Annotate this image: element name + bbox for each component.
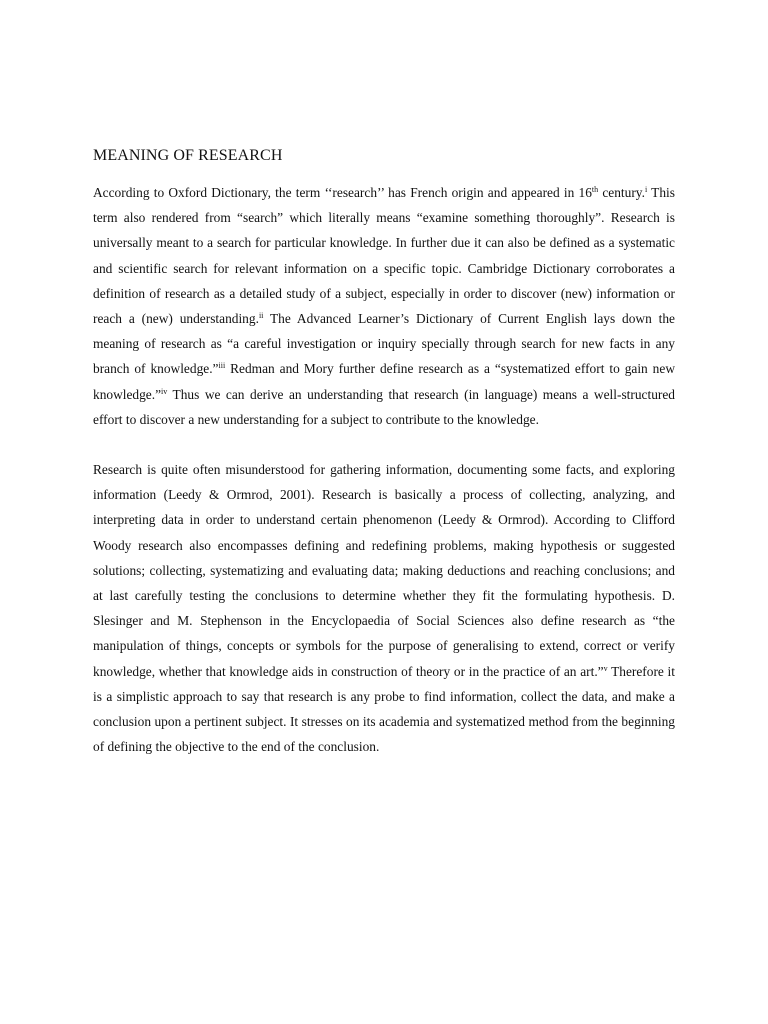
- document-body: [93, 146, 675, 759]
- paragraph-2-text: Therefore it is a simplistic approach to say that research is any probe to find information, collect the data, and make a conclusion upon a pertinent subject. It stresses on its academia and systematized method from the beginning of defining the objective to the end of the conclusion.: [93, 663, 676, 755]
- paragraph-1-text: Redman and Mory further define research as a “systematized effort to gain new knowledge.”: [93, 361, 675, 402]
- section-heading: MEANING OF RESEARCH: [93, 147, 283, 164]
- paragraph-1-text: Thus we can derive an understanding that research (in language) means a well-structured effort to discover a new understanding for a subject to contribute to the knowledge.: [93, 386, 675, 427]
- paragraph-1-text: The Advanced Learner’s Dictionary of Current English lays down the meaning of research as “a careful investigation or inquiry specially through search for new facts in any branch of knowledge.”: [93, 311, 675, 377]
- paragraph-2-text: Research is quite often misunderstood for gathering information, documenting some facts, and exploring information (Leedy & Ormrod, 2001). Research is basically a process of collecting, analyzing, and interpreting data in order to understand certain phenomenon (Leedy & Ormrod). According to Clifford Woody research also encompasses defining and redefining problems, making hypothesis or suggested solutions; collecting, systematizing and evaluating data; making deductions and reaching conclusions; and at last carefully testing the conclusions to determine whether they fit the formulating hypothesis. D. Slesinger and M. Stephenson in the Encyclopaedia of Social Sciences also define research as “the manipulation of things, concepts or symbols for the purpose of generalising to extend, correct or verify knowledge, whether that knowledge aids in construction of theory or in the practice of an art.”: [93, 462, 675, 679]
- paragraph-1-text: This term also rendered from “search” which literally means “examine something thoroughly”. Research is universally meant to a search for particular knowledge. In further due it can also be defined as a systematic and scientific search for relevant information on a specific topic. Cambridge Dictionary corroborates a definition of research as a detailed study of a subject, especially in order to discover (new) information or reach a (new) understanding.: [93, 185, 675, 327]
- footnote-marker-iv[interactable]: iv: [161, 386, 168, 396]
- paragraph-1: [93, 180, 675, 432]
- paragraph-2: [93, 457, 675, 759]
- footnote-marker-ii[interactable]: ii: [258, 311, 264, 321]
- footnote-marker-v[interactable]: v: [603, 663, 608, 673]
- footnote-marker-iii[interactable]: iii: [218, 361, 226, 371]
- footnote-marker-i[interactable]: i: [644, 185, 648, 194]
- paragraph-1-text: According to Oxford Dictionary, the term ‘‘research’’ has French origin and appeared in 16: [93, 185, 592, 200]
- ordinal-superscript: th: [591, 185, 599, 194]
- paragraph-1-text: century.: [598, 185, 645, 200]
